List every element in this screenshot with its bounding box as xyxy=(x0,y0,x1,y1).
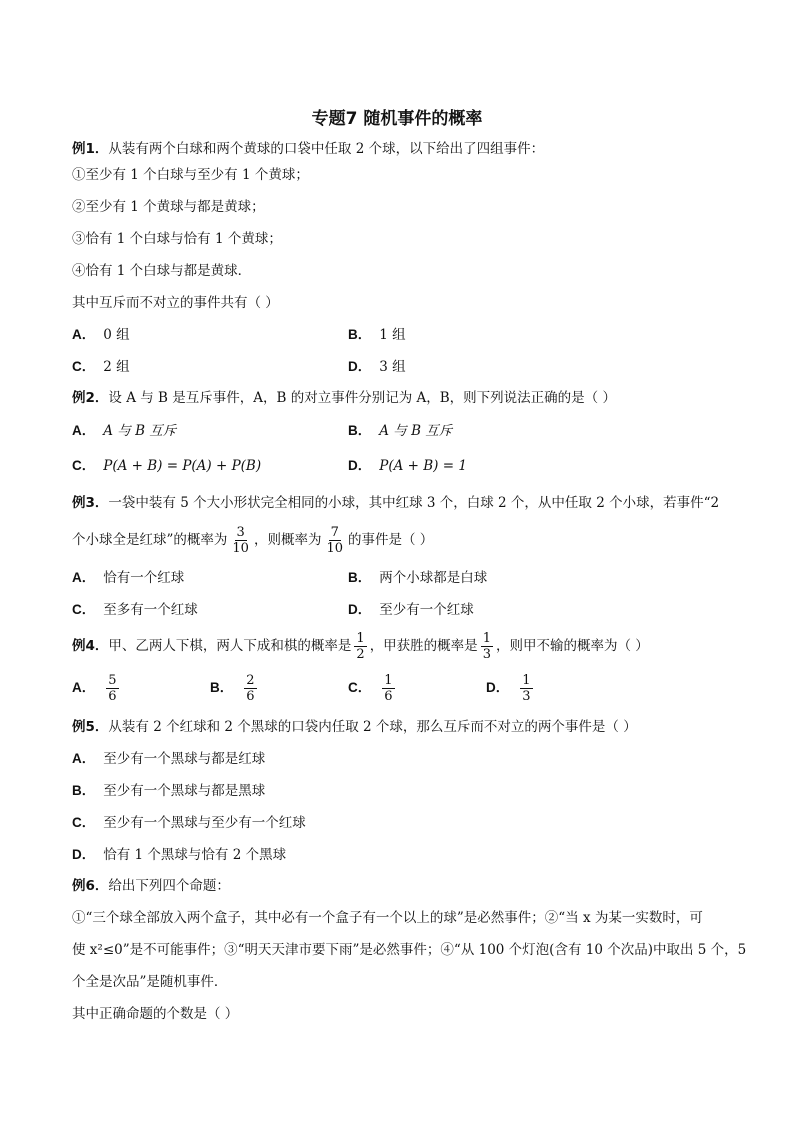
option-key: C． xyxy=(72,359,96,374)
option-text: P(A + B) = 1 xyxy=(379,458,467,474)
option-key: D． xyxy=(72,847,96,862)
q5-option-c[interactable] xyxy=(72,814,306,832)
q3-fraction-3-10 xyxy=(230,525,251,556)
q1-item-1: ①至少有 1 个白球与至少有 1 个黄球； xyxy=(72,167,309,183)
option-key: C． xyxy=(72,602,96,617)
q4-option-b[interactable] xyxy=(210,669,260,707)
q1-option-d[interactable] xyxy=(348,358,406,376)
q2-option-a[interactable] xyxy=(72,422,176,440)
q4-fraction-1-3 xyxy=(481,631,493,662)
fraction-denominator: 6 xyxy=(108,689,117,704)
q4-fraction-1-2 xyxy=(354,631,366,662)
option-key: A． xyxy=(72,680,96,695)
q2-option-d[interactable] xyxy=(348,457,467,475)
q3-fraction-7-10 xyxy=(324,525,345,556)
q5-option-d[interactable] xyxy=(72,846,286,864)
option-key: D． xyxy=(348,458,372,473)
q2-option-b[interactable] xyxy=(348,422,452,440)
q6-stem-line xyxy=(72,877,230,895)
fraction-denominator: 10 xyxy=(326,541,343,556)
q3-stem-1: 一袋中装有 5 个大小形状完全相同的小球，其中红球 3 个，白球 2 个，从中任取 2 个小球，若事件“2 xyxy=(108,495,720,511)
q1-option-b[interactable] xyxy=(348,326,406,344)
q3-stem-line-1 xyxy=(72,494,719,512)
fraction-numerator: 7 xyxy=(330,525,339,540)
q3-stem-2a: 个小球全是红球”的概率为 xyxy=(72,532,228,548)
option-key: A． xyxy=(72,570,96,585)
q5-stem: 从装有 2 个红球和 2 个黑球的口袋内任取 2 个球，那么互斥而不对立的两个事件是（ ） xyxy=(108,719,637,735)
option-fraction xyxy=(244,673,256,704)
q5-stem-line xyxy=(72,718,637,736)
option-text: 至多有一个红球 xyxy=(103,602,198,618)
option-text: 1 组 xyxy=(379,327,406,343)
q6-stem: 给出下列四个命题： xyxy=(108,878,230,894)
q5-option-a[interactable] xyxy=(72,750,265,768)
q1-item-2: ②至少有 1 个黄球与都是黄球； xyxy=(72,199,265,215)
q6-text-line-3: 个全是次品”是随机事件． xyxy=(72,974,228,990)
q4-option-c[interactable] xyxy=(348,669,398,707)
fraction-numerator: 5 xyxy=(108,673,117,688)
fraction-numerator: 2 xyxy=(246,673,255,688)
q4-stem-c: ，则甲不输的概率为（ ） xyxy=(495,638,649,654)
q2-label: 例2． xyxy=(72,390,109,406)
q3-option-a[interactable] xyxy=(72,569,184,587)
option-key: B． xyxy=(348,570,372,585)
q4-option-a[interactable] xyxy=(72,669,122,707)
q3-option-b[interactable] xyxy=(348,569,487,587)
q3-stem-2c: 的事件是（ ） xyxy=(348,532,434,548)
option-text: 恰有 1 个黑球与恰有 2 个黑球 xyxy=(103,847,287,863)
option-text: P(A + B) = P(A) + P(B) xyxy=(103,458,262,474)
fraction-denominator: 3 xyxy=(522,689,531,704)
q1-question: 其中互斥而不对立的事件共有（ ） xyxy=(72,295,279,311)
fraction-numerator: 1 xyxy=(482,631,491,646)
q1-option-c[interactable] xyxy=(72,358,130,376)
option-key: A． xyxy=(72,423,96,438)
q2-stem: 设 A 与 B 是互斥事件，A，B 的对立事件分别记为 A，B，则下列说法正确的是（ ） xyxy=(108,390,616,406)
option-key: C． xyxy=(348,680,372,695)
q6-label: 例6． xyxy=(72,878,109,894)
option-key: A． xyxy=(72,751,96,766)
q3-option-c[interactable] xyxy=(72,601,198,619)
option-text: 0 组 xyxy=(103,327,130,343)
option-fraction xyxy=(520,673,532,704)
q5-option-b[interactable] xyxy=(72,782,265,800)
option-key: C． xyxy=(72,815,96,830)
fraction-numerator: 3 xyxy=(236,525,245,540)
page-title: 专题7 随机事件的概率 xyxy=(311,109,483,129)
fraction-numerator: 1 xyxy=(356,631,365,646)
option-text: 3 组 xyxy=(379,359,406,375)
fraction-denominator: 3 xyxy=(482,647,491,662)
option-key: B． xyxy=(72,783,96,798)
option-key: B． xyxy=(210,680,234,695)
q6-text-line-1: ①“三个球全部放入两个盒子，其中必有一个盒子有一个以上的球”是必然事件；②“当 x 为某一实数时，可 xyxy=(72,910,703,926)
fraction-denominator: 10 xyxy=(232,541,249,556)
option-key: D． xyxy=(486,680,510,695)
option-text: 两个小球都是白球 xyxy=(379,570,488,586)
q4-label: 例4． xyxy=(72,638,109,654)
fraction-numerator: 1 xyxy=(522,673,531,688)
option-key: D． xyxy=(348,359,372,374)
q1-stem-line xyxy=(72,140,544,158)
fraction-denominator: 6 xyxy=(246,689,255,704)
option-text: A 与 B 互斥 xyxy=(103,423,177,439)
q3-option-d[interactable] xyxy=(348,601,474,619)
option-fraction xyxy=(382,673,394,704)
q4-stem-b: ，甲获胜的概率是 xyxy=(369,638,478,654)
option-key: D． xyxy=(348,602,372,617)
option-text: A 与 B 互斥 xyxy=(379,423,453,439)
fraction-numerator: 1 xyxy=(384,673,393,688)
q1-item-3: ③恰有 1 个白球与恰有 1 个黄球； xyxy=(72,231,282,247)
q1-item-4: ④恰有 1 个白球与都是黄球． xyxy=(72,263,252,279)
option-key: B． xyxy=(348,423,372,438)
q3-stem-line-2 xyxy=(72,521,433,559)
option-fraction xyxy=(106,673,118,704)
option-text: 至少有一个黑球与都是红球 xyxy=(103,751,266,767)
option-key: B． xyxy=(348,327,372,342)
option-text: 2 组 xyxy=(103,359,130,375)
q1-stem: 从装有两个白球和两个黄球的口袋中任取 2 个球，以下给出了四组事件： xyxy=(108,141,545,157)
q4-option-d[interactable] xyxy=(486,669,536,707)
q3-stem-2b: ，则概率为 xyxy=(253,532,322,548)
q6-question: 其中正确命题的个数是（ ） xyxy=(72,1006,239,1022)
q4-stem-line xyxy=(72,627,649,665)
q5-label: 例5． xyxy=(72,719,109,735)
q1-option-a[interactable] xyxy=(72,326,130,344)
q3-label: 例3． xyxy=(72,495,109,511)
option-key: C． xyxy=(72,458,96,473)
q2-option-c[interactable] xyxy=(72,457,261,475)
option-text: 至少有一个黑球与都是黑球 xyxy=(103,783,266,799)
q6-text-line-2: 使 x²≤0”是不可能事件；③“明天天津市要下雨”是必然事件；④“从 100 个灯泡(含有 10 个次品)中取出 5 个，5 xyxy=(72,942,747,958)
q1-label: 例1． xyxy=(72,141,109,157)
option-text: 至少有一个黑球与至少有一个红球 xyxy=(103,815,306,831)
fraction-denominator: 2 xyxy=(356,647,365,662)
fraction-denominator: 6 xyxy=(384,689,393,704)
option-text: 恰有一个红球 xyxy=(103,570,185,586)
q2-stem-line xyxy=(72,389,616,407)
option-key: A． xyxy=(72,327,96,342)
option-text: 至少有一个红球 xyxy=(379,602,474,618)
q4-stem-a: 甲、乙两人下棋，两人下成和棋的概率是 xyxy=(108,638,352,654)
